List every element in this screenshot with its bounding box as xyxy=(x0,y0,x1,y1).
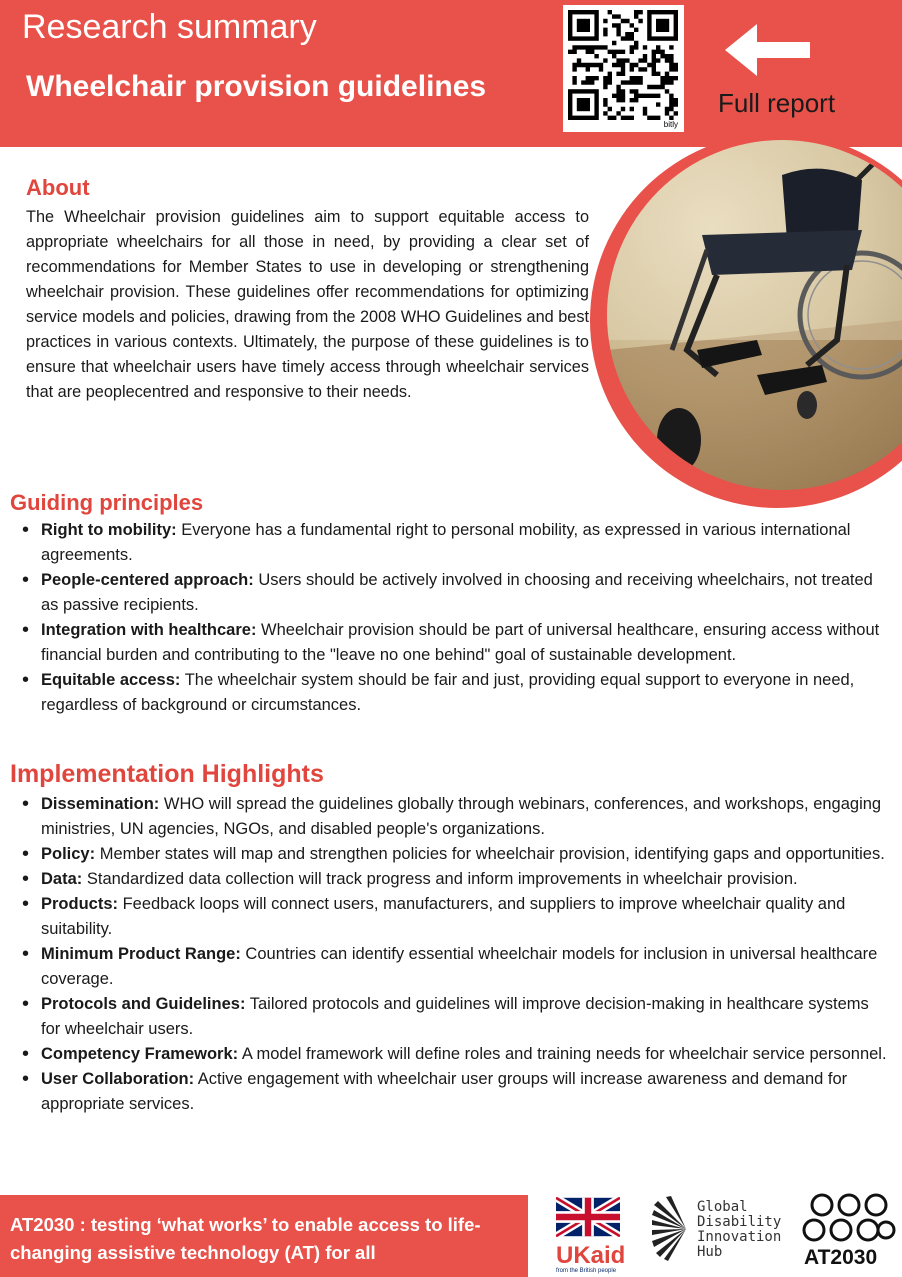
union-flag-icon xyxy=(556,1197,620,1237)
about-paragraph: The Wheelchair provision guidelines aim to support equitable access to appropriate wheelchairs for all those in need, by providing a clear set of recommendations for Member States to use in developing or strengthening wheelchair provision. These guidelines offer recommendations for optimizing service models and policies, drawing from the 2008 WHO Guidelines and best practices in various contexts. Ultimately, the purpose of these guidelines is to ensure that wheelchair users have timely access through wheelchair services that are peoplecentred and responsive to their needs. xyxy=(26,208,589,401)
list-item xyxy=(22,1042,888,1067)
list-item xyxy=(22,668,888,718)
gdi-logo xyxy=(652,1195,782,1268)
gdi-fan-icon xyxy=(652,1195,692,1263)
page-title: Wheelchair provision guidelines xyxy=(26,70,487,103)
list-item xyxy=(22,618,888,668)
highlight-text: WHO will spread the guidelines globally through webinars, conferences, and workshops, engaging ministries, UN agencies, NGOs, and disabled people's organizations. xyxy=(41,795,882,838)
qr-label: bitly xyxy=(663,120,678,129)
highlight-text: Countries can identify essential wheelchair models for inclusion in universal healthcare coverage. xyxy=(41,945,878,988)
about-heading: About xyxy=(26,175,90,200)
list-item xyxy=(22,867,888,892)
principle-term: Equitable access: xyxy=(41,671,181,689)
at2030-icons-icon xyxy=(802,1192,896,1246)
gdi-wordmark: Global Disability Innovation Hub xyxy=(697,1199,782,1260)
highlight-text: Tailored protocols and guidelines will improve decision-making in healthcare systems for wheelchair users. xyxy=(41,995,869,1038)
at2030-logo xyxy=(802,1192,896,1269)
highlight-term: Policy: xyxy=(41,845,96,863)
highlight-term: Protocols and Guidelines: xyxy=(41,995,246,1013)
highlight-text: Active engagement with wheelchair user groups will increase awareness and demand for appropriate services. xyxy=(41,1070,848,1113)
guiding-principles-heading: Guiding principles xyxy=(10,490,204,515)
list-item xyxy=(22,842,888,867)
wheelchair-photo xyxy=(607,140,902,490)
list-item xyxy=(22,892,888,942)
ukaid-tagline: from the British people xyxy=(556,1268,617,1274)
principle-text: Everyone has a fundamental right to personal mobility, as expressed in various international agreements. xyxy=(41,521,851,564)
header-band xyxy=(0,0,902,147)
guiding-principles-list xyxy=(22,518,888,718)
highlight-term: Products: xyxy=(41,895,119,913)
highlight-term: Minimum Product Range: xyxy=(41,945,241,963)
highlight-term: Competency Framework: xyxy=(41,1045,239,1063)
arrow-left-icon xyxy=(725,24,810,81)
list-item xyxy=(22,942,888,992)
principle-text: The wheelchair system should be fair and just, providing equal support to everyone in need, regardless of background or circumstances. xyxy=(41,671,855,714)
list-item xyxy=(22,1067,888,1117)
principle-term: People-centered approach: xyxy=(41,571,254,589)
principle-text: Users should be actively involved in choosing and receiving wheelchairs, not treated as passive recipients. xyxy=(41,571,873,614)
list-item xyxy=(22,992,888,1042)
footer-tagline: AT2030 : testing ‘what works’ to enable access to life-changing assistive technology (AT) for all xyxy=(10,1214,481,1263)
header-kicker: Research summary xyxy=(22,8,317,46)
principle-term: Integration with healthcare: xyxy=(41,621,257,639)
list-item xyxy=(22,518,888,568)
principle-text: Wheelchair provision should be part of universal healthcare, ensuring access without financial burden and contributing to the "leave no one behind" goal of sustainable development. xyxy=(41,621,880,664)
ukaid-wordmark: UKaid xyxy=(556,1242,626,1269)
full-report-link[interactable]: Full report xyxy=(718,88,836,118)
list-item xyxy=(22,568,888,618)
highlight-term: Data: xyxy=(41,870,83,888)
principle-term: Right to mobility: xyxy=(41,521,177,539)
highlight-text: Standardized data collection will track progress and inform improvements in wheelchair provision. xyxy=(82,870,798,888)
highlight-text: Member states will map and strengthen policies for wheelchair provision, identifying gaps and opportunities. xyxy=(95,845,885,863)
highlight-term: User Collaboration: xyxy=(41,1070,195,1088)
implementation-heading: Implementation Highlights xyxy=(10,760,324,788)
implementation-list xyxy=(22,792,888,1117)
at2030-wordmark: AT2030 xyxy=(804,1246,878,1269)
qr-code[interactable] xyxy=(563,5,684,132)
list-item xyxy=(22,792,888,842)
highlight-term: Dissemination: xyxy=(41,795,160,813)
highlight-text: Feedback loops will connect users, manufacturers, and suppliers to improve wheelchair quality and suitability. xyxy=(41,895,846,938)
ukaid-logo xyxy=(556,1197,626,1274)
highlight-text: A model framework will define roles and training needs for wheelchair service personnel. xyxy=(238,1045,887,1063)
